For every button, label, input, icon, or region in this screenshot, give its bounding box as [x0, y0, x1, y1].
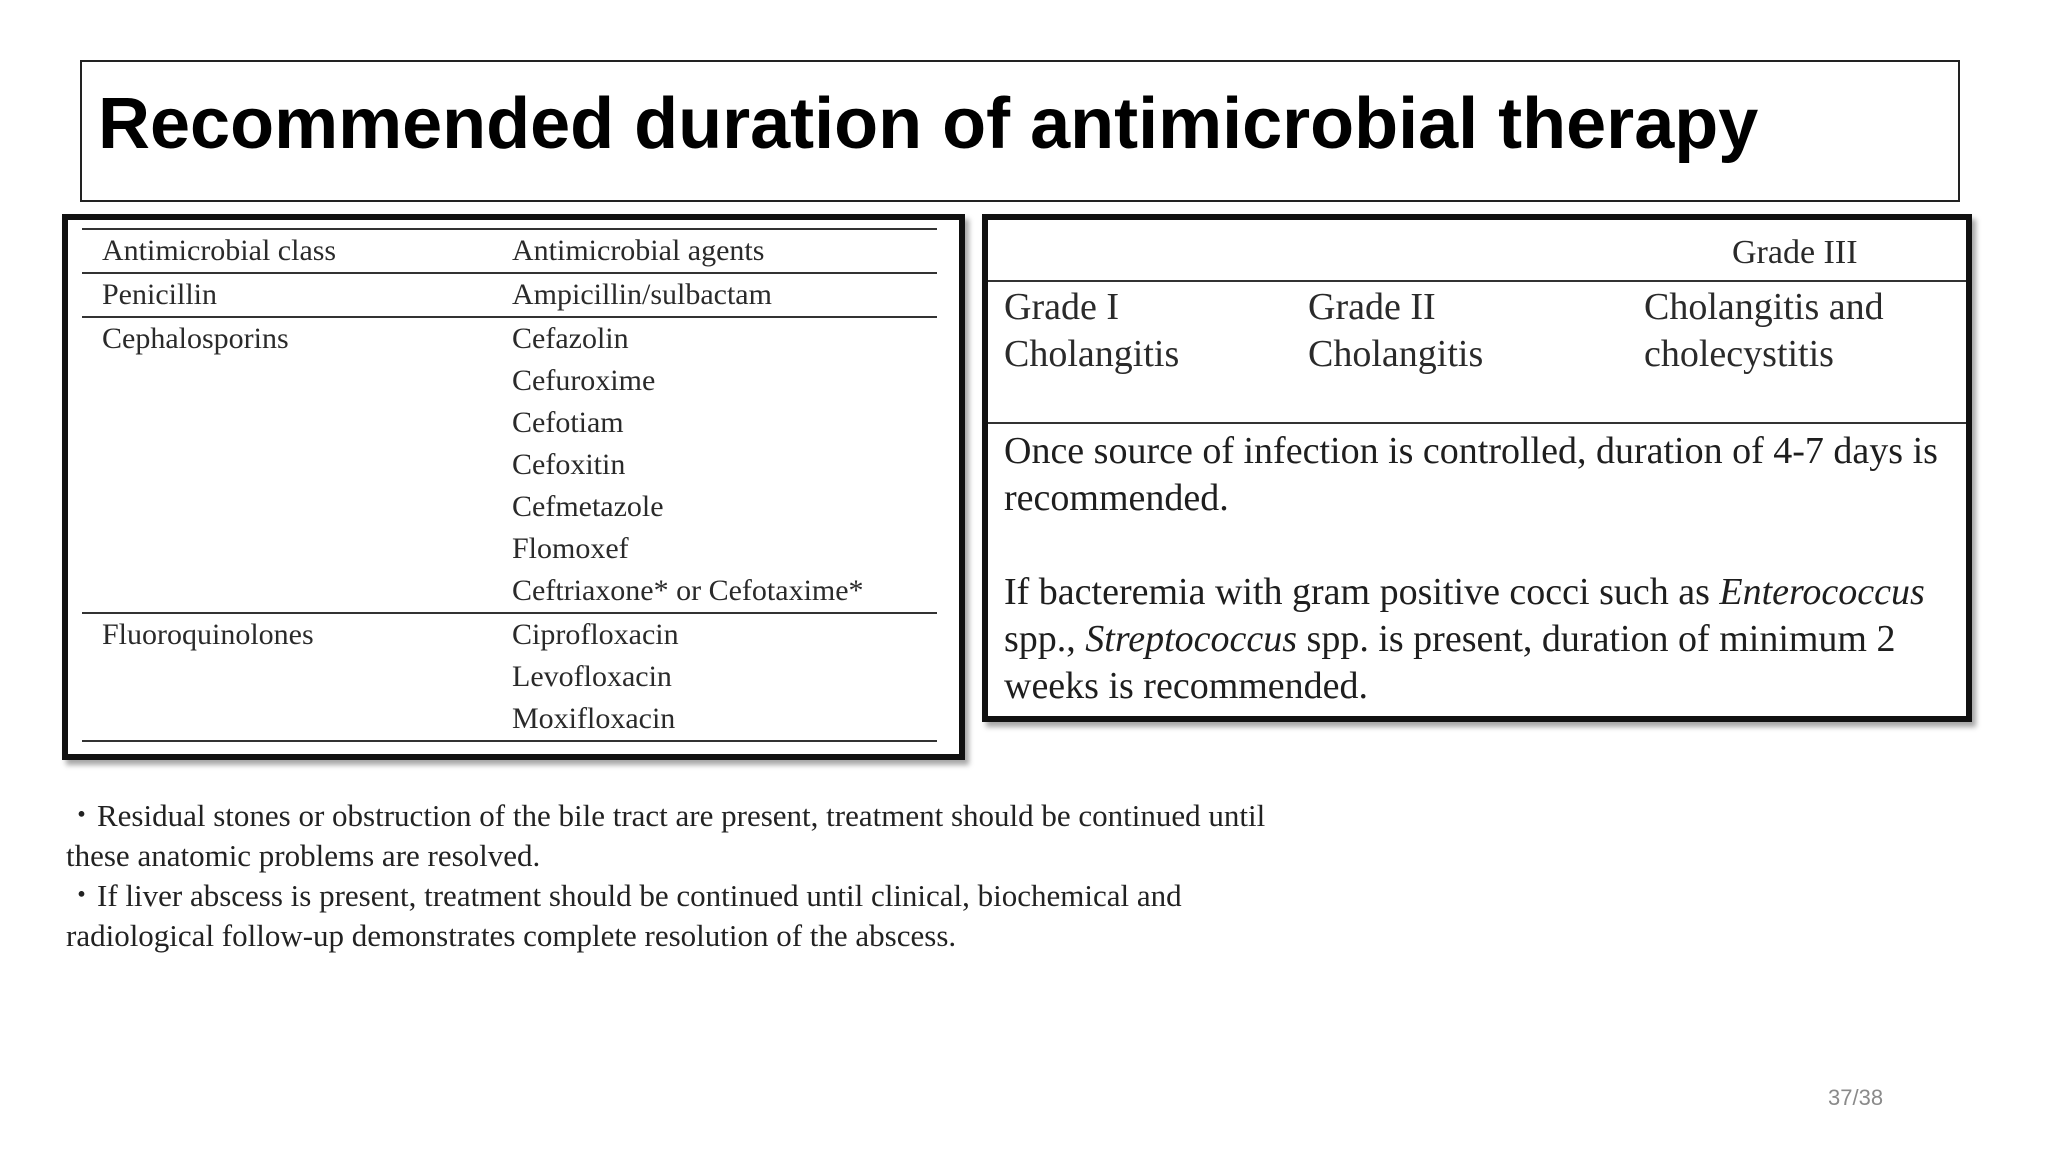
class-cell: Cephalosporins [82, 317, 492, 613]
row-group-fluoroquinolones [82, 613, 937, 741]
agent-item: Levofloxacin [512, 660, 672, 693]
duration-table-panel [982, 214, 1972, 722]
agent-item: Ciprofloxacin [512, 618, 679, 651]
table-row [82, 317, 937, 613]
note-residual-stones: ・Residual stones or obstruction of the bile tract are present, treatment should be continued until these anatomic problems are resolved. [66, 798, 1266, 873]
grade3-header: Grade III [1732, 234, 1858, 271]
agent-item: Ceftriaxone* or Cefotaxime* [512, 574, 864, 607]
agent-item: Cefmetazole [512, 490, 664, 523]
duration-text [1004, 428, 1954, 710]
grade-3-line2: cholecystitis [1644, 333, 1834, 375]
grade-header [988, 220, 1966, 424]
duration-paragraph-2 [1004, 569, 1954, 710]
antimicrobial-table-panel [62, 214, 965, 760]
agent-item: Cefazolin [512, 322, 629, 355]
table-header-row [82, 229, 937, 273]
agents-cell [492, 317, 937, 613]
header-divider [988, 280, 1966, 282]
agent-item: Cefoxitin [512, 448, 626, 481]
agent-item: Moxifloxacin [512, 702, 676, 735]
agents-cell [492, 613, 937, 741]
grade-1-line2: Cholangitis [1004, 333, 1180, 375]
note-liver-abscess: ・If liver abscess is present, treatment should be continued until clinical, biochemical and radiological follow-up demonstrates complete resolution of the abscess. [66, 878, 1182, 953]
header-agents: Antimicrobial agents [492, 229, 937, 273]
grade-3-line1: Cholangitis and [1644, 286, 1884, 328]
grade-2-line1: Grade II [1308, 286, 1436, 328]
grade-3-cell [1644, 284, 1884, 378]
para2-italic-enterococcus: Enterococcus [1719, 571, 1925, 613]
duration-paragraph-1: Once source of infection is controlled, duration of 4-7 days is recommended. [1004, 430, 1938, 519]
row-group-penicillin [82, 273, 937, 317]
page-number: 37/38 [1828, 1085, 1884, 1110]
header-class: Antimicrobial class [82, 229, 492, 273]
para2-pre: If bacteremia with gram positive cocci such as [1004, 571, 1720, 613]
agent-item: Flomoxef [512, 532, 629, 565]
grade-2-cell [1308, 284, 1483, 378]
row-group-cephalosporins [82, 317, 937, 613]
agents-cell [492, 273, 937, 317]
para2-italic-streptococcus: Streptococcus [1085, 618, 1298, 660]
agent-item: Ampicillin/sulbactam [512, 278, 772, 311]
agent-item: Cefuroxime [512, 364, 656, 397]
title-box [80, 60, 1960, 202]
grade-2-line2: Cholangitis [1308, 333, 1484, 375]
footnotes [66, 796, 1266, 956]
slide-title: Recommended duration of antimicrobial therapy [98, 84, 1759, 164]
class-cell: Penicillin [82, 273, 492, 317]
antimicrobial-table [82, 228, 937, 742]
agent-item: Cefotiam [512, 406, 624, 439]
class-cell: Fluoroquinolones [82, 613, 492, 741]
table-row [82, 273, 937, 317]
table-row [82, 613, 937, 741]
grade-1-cell [1004, 284, 1179, 378]
para2-post: spp. is present, duration of minimum 2 weeks is recommended. [1004, 618, 1896, 707]
para2-mid: spp., [1004, 618, 1086, 660]
grade-1-line1: Grade I [1004, 286, 1119, 328]
